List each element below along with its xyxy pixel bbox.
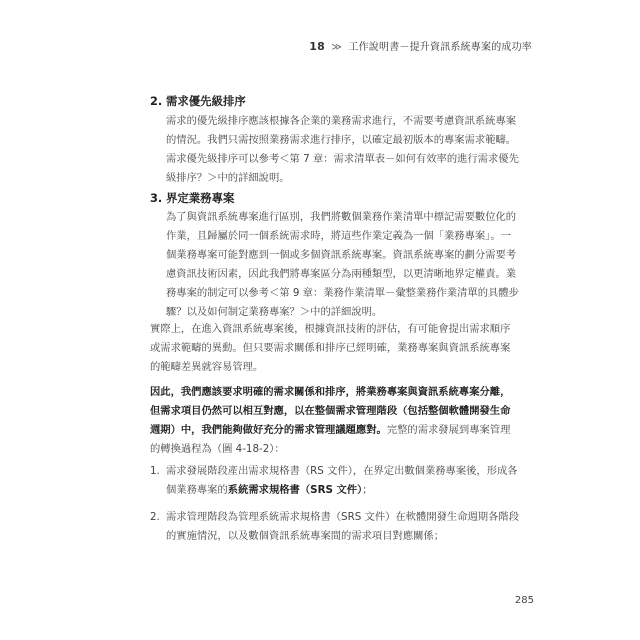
section-business-project — [150, 190, 530, 322]
bold-run: 系統需求規格書（SRS 文件） — [227, 484, 363, 496]
body-line: 的轉換過程為（圖 4-18-2）： — [150, 443, 285, 455]
header-separator: ≫ — [331, 42, 342, 53]
list-line: 需求管理階段為管理系統需求規格書（SRS 文件）在軟體開發生命週期各階段 — [166, 511, 519, 523]
body-line: 務專案的制定可以參考＜第 9 章：業務作業清單－彙整業務作業清單的具體步 — [166, 287, 519, 299]
body-line: 需求優先級排序可以參考＜第 7 章：需求清單表－如何有效率的進行需求優先 — [166, 153, 519, 165]
running-header — [150, 38, 532, 53]
body-line: 需求的優先級排序應該根據各企業的業務需求進行，不需要考慮資訊系統專案 — [166, 115, 517, 127]
body-line: 驟？以及如何制定業務專案？＞中的詳細說明。 — [166, 306, 383, 318]
body-line: 為了與資訊系統專案進行區別，我們將數個業務作業清單中標記需要數位化的 — [166, 211, 517, 223]
section-priority — [150, 93, 530, 188]
body-line: 作業，且歸屬於同一個系統需求時，將這些作業定義為一個「業務專案」。一 — [166, 230, 511, 242]
list-line: 的實施情況，以及數個資訊系統專案間的需求項目對應關係； — [166, 530, 445, 542]
body-line: 級排序？＞中的詳細說明。 — [166, 172, 290, 184]
body-line — [150, 421, 534, 440]
list-item — [150, 508, 534, 546]
body-line: 的情況。我們只需按照業務需求進行排序，以確定最初版本的專案需求範疇。 — [166, 134, 517, 146]
list-line: 需求發展階段產出需求規格書（RS 文件），在界定出數個業務專案後，形成各 — [166, 465, 518, 477]
plain-run: 完整的需求發展到專案管理 — [386, 424, 511, 436]
section-heading — [150, 190, 530, 206]
body-line-bold: 但需求項目仍然可以相互對應，以在整個需求管理階段（包括整個軟體開發生命 — [150, 405, 511, 417]
section-heading — [150, 93, 530, 109]
section-body — [166, 208, 530, 322]
paragraph-separation — [150, 383, 534, 459]
chapter-number: 18 — [309, 40, 325, 53]
section-title: 界定業務專案 — [166, 191, 235, 205]
page-number: 285 — [514, 595, 534, 606]
section-number: 2. — [150, 94, 163, 108]
body-line: 慮資訊技術因素，因此我們將專案區分為兩種類型，以更清晰地界定權責。業 — [166, 268, 517, 280]
bold-run: 週期）中，我們能夠做好充分的需求管理議題應對。 — [150, 424, 387, 436]
paragraph-scope-change — [150, 320, 534, 377]
section-number: 3. — [150, 191, 163, 205]
section-body — [166, 112, 530, 188]
chapter-title: 工作說明書－提升資訊系統專案的成功率 — [348, 42, 532, 53]
list-item — [150, 462, 534, 500]
section-title: 需求優先級排序 — [166, 94, 246, 108]
process-list — [150, 462, 534, 546]
list-number: 1. — [150, 465, 160, 477]
body-line: 個業務專案可能對應到一個或多個資訊系統專案。資訊系統專案的劃分需要考 — [166, 249, 517, 261]
plain-run: ； — [362, 484, 373, 496]
body-line: 實際上，在進入資訊系統專案後，根據資訊技術的評估，有可能會提出需求順序 — [150, 323, 511, 335]
body-line: 的範疇差異就容易管理。 — [150, 361, 264, 373]
body-line-bold: 因此，我們應該要求明確的需求關係和排序，將業務專案與資訊系統專案分離， — [150, 386, 511, 398]
body-line: 或需求範疇的異動。但只要需求關係和排序已經明確，業務專案與資訊系統專案 — [150, 342, 511, 354]
plain-run: 個業務專案的 — [166, 484, 228, 496]
list-line — [166, 481, 534, 500]
list-number: 2. — [150, 511, 160, 523]
